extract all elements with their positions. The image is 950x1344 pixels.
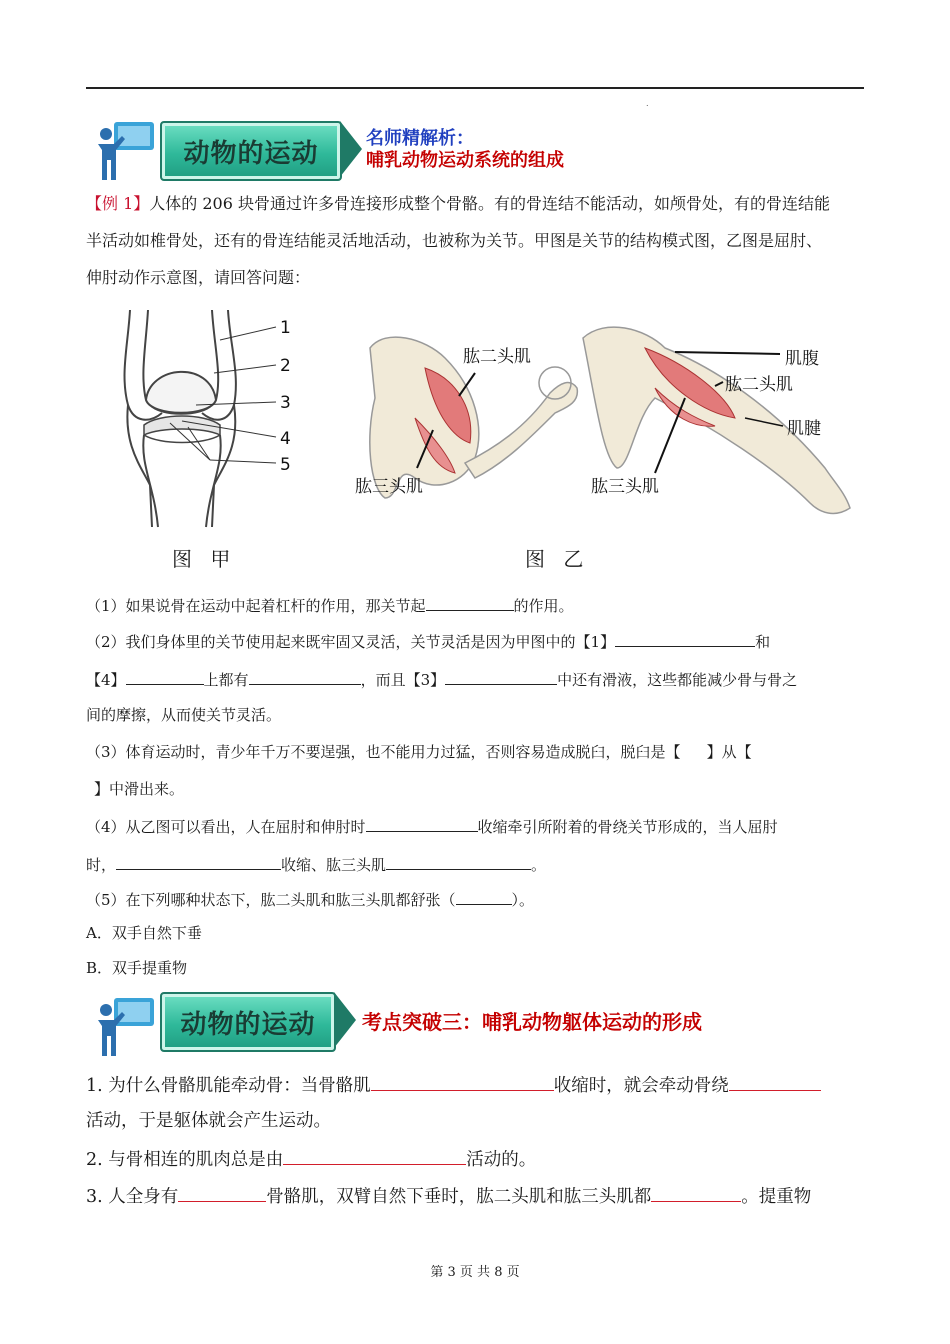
q2-blank-2[interactable] bbox=[126, 666, 204, 685]
joint-label-3: 3 bbox=[280, 393, 291, 413]
p3-text-3: 。提重物 bbox=[741, 1187, 812, 1207]
q2-blank-4[interactable] bbox=[445, 666, 557, 685]
example-paragraph bbox=[86, 185, 866, 296]
question-2-line2 bbox=[86, 666, 866, 690]
joint-label-4: 4 bbox=[280, 429, 291, 449]
q2-text-fluid: 中还有滑液，这些都能减少骨与骨之 bbox=[557, 671, 798, 689]
p3-blank-2[interactable] bbox=[651, 1181, 741, 1202]
q2-label-3: ，而且【3】 bbox=[360, 671, 446, 689]
p2-text: 2. 与骨相连的肌肉总是由 bbox=[86, 1150, 284, 1170]
example-line1: 人体的 206 块骨通过许多骨连接形成整个骨骼。有的骨连结不能活动，如颅骨处，有的骨连结能 bbox=[149, 194, 830, 213]
p3-text: 3. 人全身有 bbox=[86, 1187, 179, 1207]
q2-text: （2）我们身体里的关节使用起来既牢固又灵活，关节灵活是因为甲图中的【1】 bbox=[86, 633, 616, 651]
q4-text-end: 。 bbox=[531, 856, 547, 874]
p1-text-2: 收缩时，就会牵动骨绕 bbox=[553, 1076, 729, 1096]
section-banner-1 bbox=[160, 121, 342, 181]
q4-text-4: 收缩、肱三头肌 bbox=[281, 856, 387, 874]
point-1-line2: 活动，于是躯体就会产生运动。 bbox=[86, 1111, 331, 1131]
q4-blank-1[interactable] bbox=[366, 813, 478, 832]
q2-blank-1[interactable] bbox=[615, 628, 755, 647]
header-dot: . bbox=[646, 99, 649, 108]
example-tag: 【例 1】 bbox=[86, 194, 150, 213]
q4-text-2: 收缩牵引所附着的骨绕关节形成的，当人屈肘 bbox=[477, 818, 778, 836]
q4-blank-2[interactable] bbox=[116, 851, 281, 870]
figure-yi-caption: 图 乙 bbox=[525, 547, 590, 571]
example-line3: 伸肘动作示意图，请回答问题： bbox=[86, 268, 311, 287]
point-2 bbox=[86, 1144, 876, 1171]
section-banner-2 bbox=[160, 992, 336, 1052]
q4-text: （4）从乙图可以看出，人在屈肘和伸肘时 bbox=[86, 818, 366, 836]
header1-line1: 名师精解析： bbox=[366, 128, 474, 149]
question-2-line1 bbox=[86, 628, 866, 652]
q4-text-3: 时， bbox=[86, 856, 117, 874]
arm-right-belly-label: 肌腹 bbox=[785, 349, 819, 369]
arm-diagram bbox=[355, 318, 855, 528]
joint-label-2: 2 bbox=[280, 356, 291, 376]
question-4-line1 bbox=[86, 813, 866, 837]
p1-blank-1[interactable] bbox=[371, 1070, 554, 1091]
banner-title-1: 动物的运动 bbox=[183, 139, 319, 169]
question-3-line2 bbox=[94, 778, 874, 799]
q3-text-end: 】中滑出来。 bbox=[94, 780, 185, 798]
p1-blank-2[interactable] bbox=[729, 1070, 821, 1091]
banner-arrow-2 bbox=[334, 992, 356, 1048]
q5-text: （5）在下列哪种状态下，肱二头肌和肱三头肌都舒张（ bbox=[86, 891, 456, 909]
q2-text-and: 和 bbox=[755, 633, 771, 651]
joint-label-1: 1 bbox=[280, 318, 291, 338]
p3-blank-1[interactable] bbox=[178, 1181, 266, 1202]
option-b: B．双手提重物 bbox=[86, 959, 188, 977]
p3-text-2: 骨骼肌，双臂自然下垂时，肱二头肌和肱三头肌都 bbox=[266, 1187, 652, 1207]
page-footer: 第 3 页 共 8 页 bbox=[430, 1265, 520, 1280]
q2-label-4: 【4】 bbox=[86, 671, 126, 689]
figure-jia-caption: 图 甲 bbox=[172, 547, 237, 571]
question-4-line2 bbox=[86, 851, 866, 875]
question-5 bbox=[86, 886, 866, 910]
q3-text-from: 】从【 bbox=[706, 743, 752, 761]
joint-label-5: 5 bbox=[280, 455, 291, 475]
question-3-line1 bbox=[86, 741, 866, 762]
banner-title-2: 动物的运动 bbox=[180, 1010, 316, 1040]
arm-right-triceps-label: 肱三头肌 bbox=[591, 477, 659, 497]
p2-text-end: 活动的。 bbox=[466, 1150, 537, 1170]
teacher-icon-2 bbox=[92, 994, 158, 1060]
q1-blank[interactable] bbox=[426, 592, 514, 611]
q2-text-on: 上都有 bbox=[203, 671, 249, 689]
banner-arrow-1 bbox=[340, 121, 362, 177]
header1-line2: 哺乳动物运动系统的组成 bbox=[366, 150, 564, 171]
example-line2: 半活动如椎骨处，还有的骨连结能灵活地活动，也被称为关节。甲图是关节的结构模式图，乙图是屈肘、 bbox=[86, 231, 823, 250]
header-rule bbox=[86, 87, 864, 89]
p2-blank[interactable] bbox=[283, 1144, 466, 1165]
point-1-line1 bbox=[86, 1070, 876, 1097]
teacher-icon bbox=[92, 118, 158, 184]
question-1 bbox=[86, 592, 866, 616]
arm-left-triceps-label: 肱三头肌 bbox=[355, 477, 423, 497]
arm-left-biceps-label: 肱二头肌 bbox=[463, 347, 531, 367]
q5-blank[interactable] bbox=[456, 886, 512, 905]
arm-right-biceps-label: 肱二头肌 bbox=[725, 375, 793, 395]
q4-blank-3[interactable] bbox=[386, 851, 531, 870]
q5-text-end: ）。 bbox=[511, 891, 535, 909]
q1-text-end: 的作用。 bbox=[513, 597, 574, 615]
joint-diagram bbox=[110, 305, 330, 530]
option-a: A．双手自然下垂 bbox=[86, 924, 202, 942]
q2-line3: 间的摩擦，从而使关节灵活。 bbox=[86, 706, 282, 724]
point-3 bbox=[86, 1181, 876, 1208]
header2-title: 考点突破三：哺乳动物躯体运动的形成 bbox=[362, 1010, 702, 1034]
q1-text: （1）如果说骨在运动中起着杠杆的作用，那关节起 bbox=[86, 597, 426, 615]
q2-blank-3[interactable] bbox=[249, 666, 361, 685]
arm-right-tendon-label: 肌腱 bbox=[787, 419, 821, 439]
q3-text: （3）体育运动时，青少年千万不要逞强，也不能用力过猛，否则容易造成脱臼，脱臼是【 bbox=[86, 743, 681, 761]
p1-text: 1. 为什么骨骼肌能牵动骨：当骨骼肌 bbox=[86, 1076, 371, 1096]
